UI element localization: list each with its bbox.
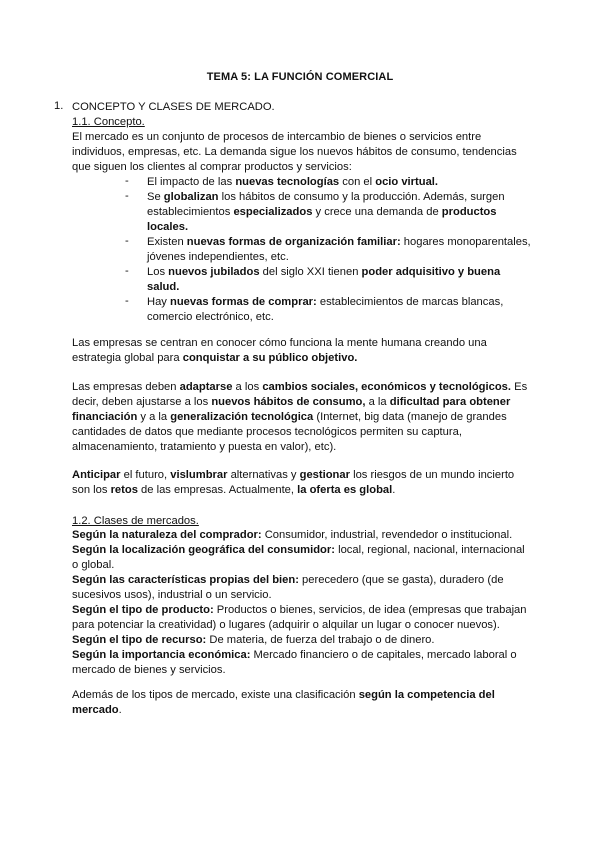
text-line [72,336,487,350]
bold-text: según la competencia del [358,689,495,701]
text: Las empresas deben [72,381,180,393]
text-line [72,688,495,702]
text: hogares monoparentales, [400,236,531,248]
text: Consumidor, industrial, revendedor o institucional. [261,529,513,541]
bold-text: nuevas tecnologías [235,176,340,188]
bold-text: nuevos jubilados [168,266,260,278]
bold-text: productos [441,206,497,218]
text: alternativas y [227,469,300,481]
bold-text: Según el tipo de recurso: [72,634,207,646]
text-line [72,380,527,394]
text: Hay [147,296,171,308]
text: del siglo XXI tienen [259,266,362,278]
text-line [147,175,438,189]
bold-text: cambios sociales, económicos y tecnológicos. [262,381,512,393]
bold-text: nuevas formas de comprar: [170,296,317,308]
text: (Internet, big data (manejo de grandes [313,411,507,423]
text-line [147,265,500,279]
subsection-clases: 1.2. Clases de mercados. [72,515,199,527]
text-line [72,425,462,439]
bold-text: Según el tipo de producto: [72,604,214,616]
bold-text: Según las características propias del bien: [72,574,299,586]
bold-text: financiación [72,411,138,423]
text-line [72,633,435,647]
bold-text: conquistar a su público objetivo. [182,352,358,364]
bold-text: nuevas formas de organización familiar: [186,236,401,248]
section-number: 1. [54,100,64,112]
intro-line: que siguen los clientes al comprar productos y servicios: [72,161,352,173]
text: jóvenes independientes, etc. [147,251,289,263]
bold-text: Según la naturaleza del comprador: [72,529,262,541]
text-line [72,618,500,632]
bold-text: la oferta es global [297,484,393,496]
text: Además de los tipos de mercado, existe una clasificación [72,689,359,701]
text: y a la [137,411,171,423]
text-line [72,483,395,497]
text: comercio electrónico, etc. [147,311,274,323]
text: a la [365,396,390,408]
text-line [72,468,514,482]
text: y crece una demanda de [312,206,442,218]
bold-text: locales. [147,221,189,233]
subsection-concepto: 1.1. Concepto. [72,116,145,128]
text: El impacto de las [147,176,236,188]
text-line [147,310,274,324]
text-line [72,528,512,542]
text: son los [72,484,111,496]
text: el futuro, [120,469,171,481]
text: establecimientos [147,206,234,218]
bold-text: dificultad para obtener [389,396,511,408]
text: Se [147,191,164,203]
text: . [392,484,396,496]
text: . [118,704,122,716]
text-line [72,588,272,602]
text: establecimientos de marcas blancas, [316,296,504,308]
text: mercado de bienes y servicios. [72,664,226,676]
text-line [72,648,517,662]
text-line [147,295,503,309]
bold-text: adaptarse [179,381,233,393]
text-line [147,280,179,294]
text: de las empresas. Actualmente, [137,484,298,496]
section-heading: CONCEPTO Y CLASES DE MERCADO. [72,101,275,113]
text: estrategia global para [72,352,183,364]
bold-text: mercado [72,704,119,716]
bold-text: poder adquisitivo y buena [361,266,501,278]
text-line [72,543,525,557]
text-line [147,205,497,219]
bullet-dash: - [125,235,129,247]
bullet-dash: - [125,190,129,202]
bullet-dash: - [125,265,129,277]
text-line [72,558,114,572]
text-line [147,220,188,234]
text: para potenciar la creatividad) o lugares (adquirir o alquilar un lugar o conocer nuevos). [72,619,500,631]
text: Las empresas se centran en conocer cómo funciona la mente humana creando una [72,337,487,349]
text: Los [147,266,169,278]
bold-text: nuevos hábitos de consumo, [211,396,366,408]
intro-line: El mercado es un conjunto de procesos de intercambio de bienes o servicios entre [72,131,482,143]
text: Productos o bienes, servicios, de idea (empresas que trabajan [213,604,527,616]
text: cantidades de datos que mediante procesos tecnológicos permiten su captura, [72,426,462,438]
text: perecedero (que se gasta), duradero (de [298,574,504,586]
text: los riesgos de un mundo incierto [349,469,515,481]
bold-text: ocio virtual. [375,176,439,188]
text: o global. [72,559,115,571]
bullet-dash: - [125,295,129,307]
text: decir, deben ajustarse a los [72,396,212,408]
text: De materia, de fuerza del trabajo o de dinero. [206,634,435,646]
text-line [72,703,122,717]
bold-text: gestionar [299,469,350,481]
bold-text: generalización tecnológica [170,411,314,423]
text-line [147,235,531,249]
intro-line: individuos, empresas, etc. La demanda sigue los nuevos hábitos de consumo, tendencias [72,146,517,158]
text-line [72,440,336,454]
text: Existen [147,236,187,248]
text: a los [232,381,263,393]
text-line [72,603,527,617]
bold-text: Según la importancia económica: [72,649,251,661]
text: Es [511,381,528,393]
text: sucesivos usos), industrial o un servicio. [72,589,272,601]
text: Mercado financiero o de capitales, mercado laboral o [250,649,517,661]
text-line [147,190,505,204]
bold-text: globalizan [163,191,219,203]
text-line [72,663,226,677]
bold-text: especializados [233,206,313,218]
text-line [72,351,357,365]
text: almacenamiento, tratamiento y puesta en valor), etc). [72,441,337,453]
text: local, regional, nacional, internacional [334,544,525,556]
bold-text: retos [110,484,138,496]
text-line [72,395,510,409]
text: los hábitos de consumo y la producción. Además, surgen [218,191,505,203]
bullet-dash: - [125,175,129,187]
bold-text: Anticipar [72,469,121,481]
bold-text: salud. [147,281,180,293]
bold-text: Según la localización geográfica del consumidor: [72,544,335,556]
text-line [147,250,289,264]
text-line [72,410,507,424]
bold-text: vislumbrar [170,469,228,481]
text-line [72,573,504,587]
document-title: TEMA 5: LA FUNCIÓN COMERCIAL [206,71,394,83]
text: con el [339,176,376,188]
